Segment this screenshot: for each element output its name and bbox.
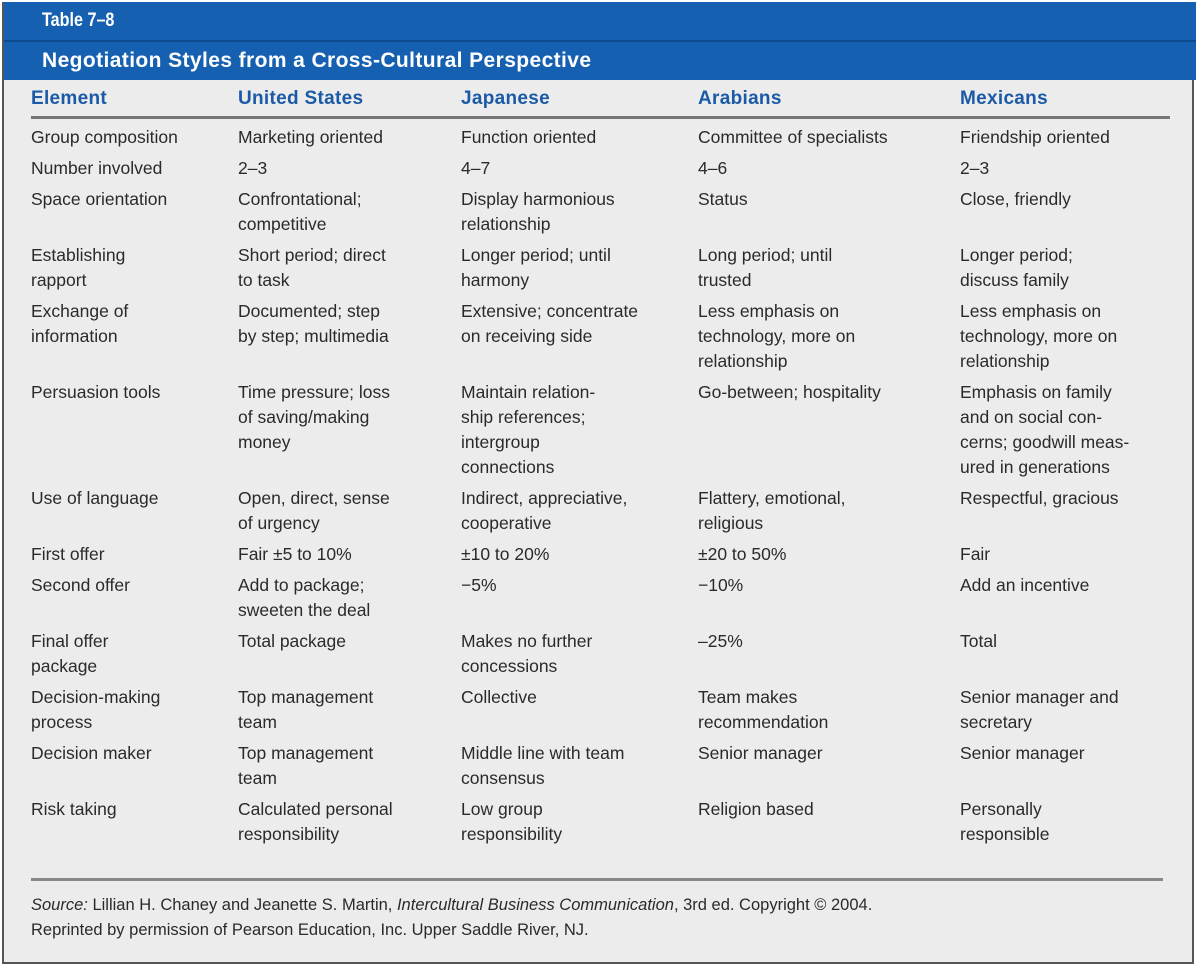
table-row [31,243,1170,299]
table-cell: ±10 to 20% [461,544,550,564]
table-cell: –25% [698,631,743,651]
table-cell: Longer period; until harmony [461,245,611,290]
table-row [31,797,1170,853]
row-label: Number involved [31,158,163,178]
source-edition: , 3rd ed. Copyright © 2004. [673,896,873,914]
table-cell: ±20 to 50% [698,544,787,564]
table-cell: Low group responsibility [461,799,563,844]
table-row [31,542,1170,573]
table-cell: −10% [698,575,744,595]
row-label: Risk taking [31,799,117,819]
row-label: First offer [31,544,105,564]
table-row [31,118,1170,157]
footer-divider [31,878,1163,881]
column-header: Element [31,86,238,118]
table-cell: 2–3 [238,158,268,178]
table-cell: Emphasis on family and on social con- cerns; goodwill meas- ured in generations [960,382,1130,477]
table-cell: Respectful, gracious [960,488,1119,508]
row-label: Exchange of information [31,301,129,346]
table-row [31,299,1170,380]
table-cell: Add an incentive [960,575,1090,595]
source-authors: Lillian H. Chaney and Jeanette S. Martin, [87,896,397,914]
row-label: Persuasion tools [31,382,161,402]
table-row [31,685,1170,741]
table-cell: Short period; direct to task [238,245,386,290]
column-header: United States [238,86,461,118]
column-header: Japanese [461,86,698,118]
table-cell: −5% [461,575,497,595]
column-header: Arabians [698,86,960,118]
table-title: Negotiation Styles from a Cross-Cultural Perspective [42,49,592,72]
table-cell: Long period; until trusted [698,245,833,290]
table-cell: Senior manager [960,743,1085,763]
header-row [31,86,1170,118]
table-cell: Go-between; hospitality [698,382,881,402]
title-divider [4,40,1196,42]
source-book: Intercultural Business Communication [396,896,674,914]
negotiation-table [31,86,1170,853]
table-cell: Confrontational; competitive [238,189,362,234]
row-label: Use of language [31,488,159,508]
table-cell: Fair [960,544,991,564]
table-cell: Personally responsible [960,799,1050,844]
table-cell: Indirect, appreciative, cooperative [461,488,628,533]
table-cell: Middle line with team consensus [461,743,625,788]
table-cell: Close, friendly [960,189,1071,209]
table-cell: Top management team [238,687,374,732]
table-cell: Function oriented [461,127,597,147]
source-permission: Reprinted by permission of Pearson Education, Inc. Upper Saddle River, NJ. [31,921,589,939]
table-cell: Religion based [698,799,814,819]
table-cell: Team makes recommendation [698,687,829,732]
table-cell: Makes no further concessions [461,631,593,676]
table-cell: Less emphasis on technology, more on relationship [698,301,856,371]
table-cell: Marketing oriented [238,127,383,147]
table-cell: Senior manager [698,743,823,763]
table-cell: Total [960,631,997,651]
row-label: Space orientation [31,189,168,209]
table-cell: Committee of specialists [698,127,888,147]
table-cell: Friendship oriented [960,127,1110,147]
row-label: Decision-making process [31,687,161,732]
table-cell: Top management team [238,743,374,788]
table-cell: 4–7 [461,158,491,178]
row-label: Final offer package [31,631,109,676]
row-label: Establishing rapport [31,245,126,290]
table-row [31,156,1170,187]
table-cell: 2–3 [960,158,990,178]
table-cell: 4–6 [698,158,728,178]
table-cell: Documented; step by step; multimedia [238,301,389,346]
table-cell: Senior manager and secretary [960,687,1119,732]
table-cell: Extensive; concentrate on receiving side [461,301,639,346]
table-cell: Longer period; discuss family [960,245,1073,290]
table-row [31,187,1170,243]
row-label: Second offer [31,575,130,595]
column-header: Mexicans [960,86,1170,118]
table-cell: Calculated personal responsibility [238,799,393,844]
table-cell: Total package [238,631,346,651]
table-row [31,629,1170,685]
table-label: Table 7–8 [42,10,115,31]
table-cell: Open, direct, sense of urgency [238,488,390,533]
table-cell: Status [698,189,748,209]
table-row [31,741,1170,797]
table-cell: Maintain relation- ship references; intergroup connections [461,382,596,477]
table-cell: Fair ±5 to 10% [238,544,352,564]
table-cell: Flattery, emotional, religious [698,488,846,533]
table-row [31,573,1170,629]
row-label: Group composition [31,127,178,147]
table-cell: Less emphasis on technology, more on relationship [960,301,1118,371]
source-label: Source: [31,896,88,914]
table-cell: Time pressure; loss of saving/making money [238,382,391,452]
source-note [31,893,872,943]
table-row [31,486,1170,542]
table-cell: Collective [461,687,537,707]
table-cell: Add to package; sweeten the deal [238,575,371,620]
table-cell: Display harmonious relationship [461,189,615,234]
title-band [4,2,1196,80]
row-label: Decision maker [31,743,152,763]
table-row [31,380,1170,486]
